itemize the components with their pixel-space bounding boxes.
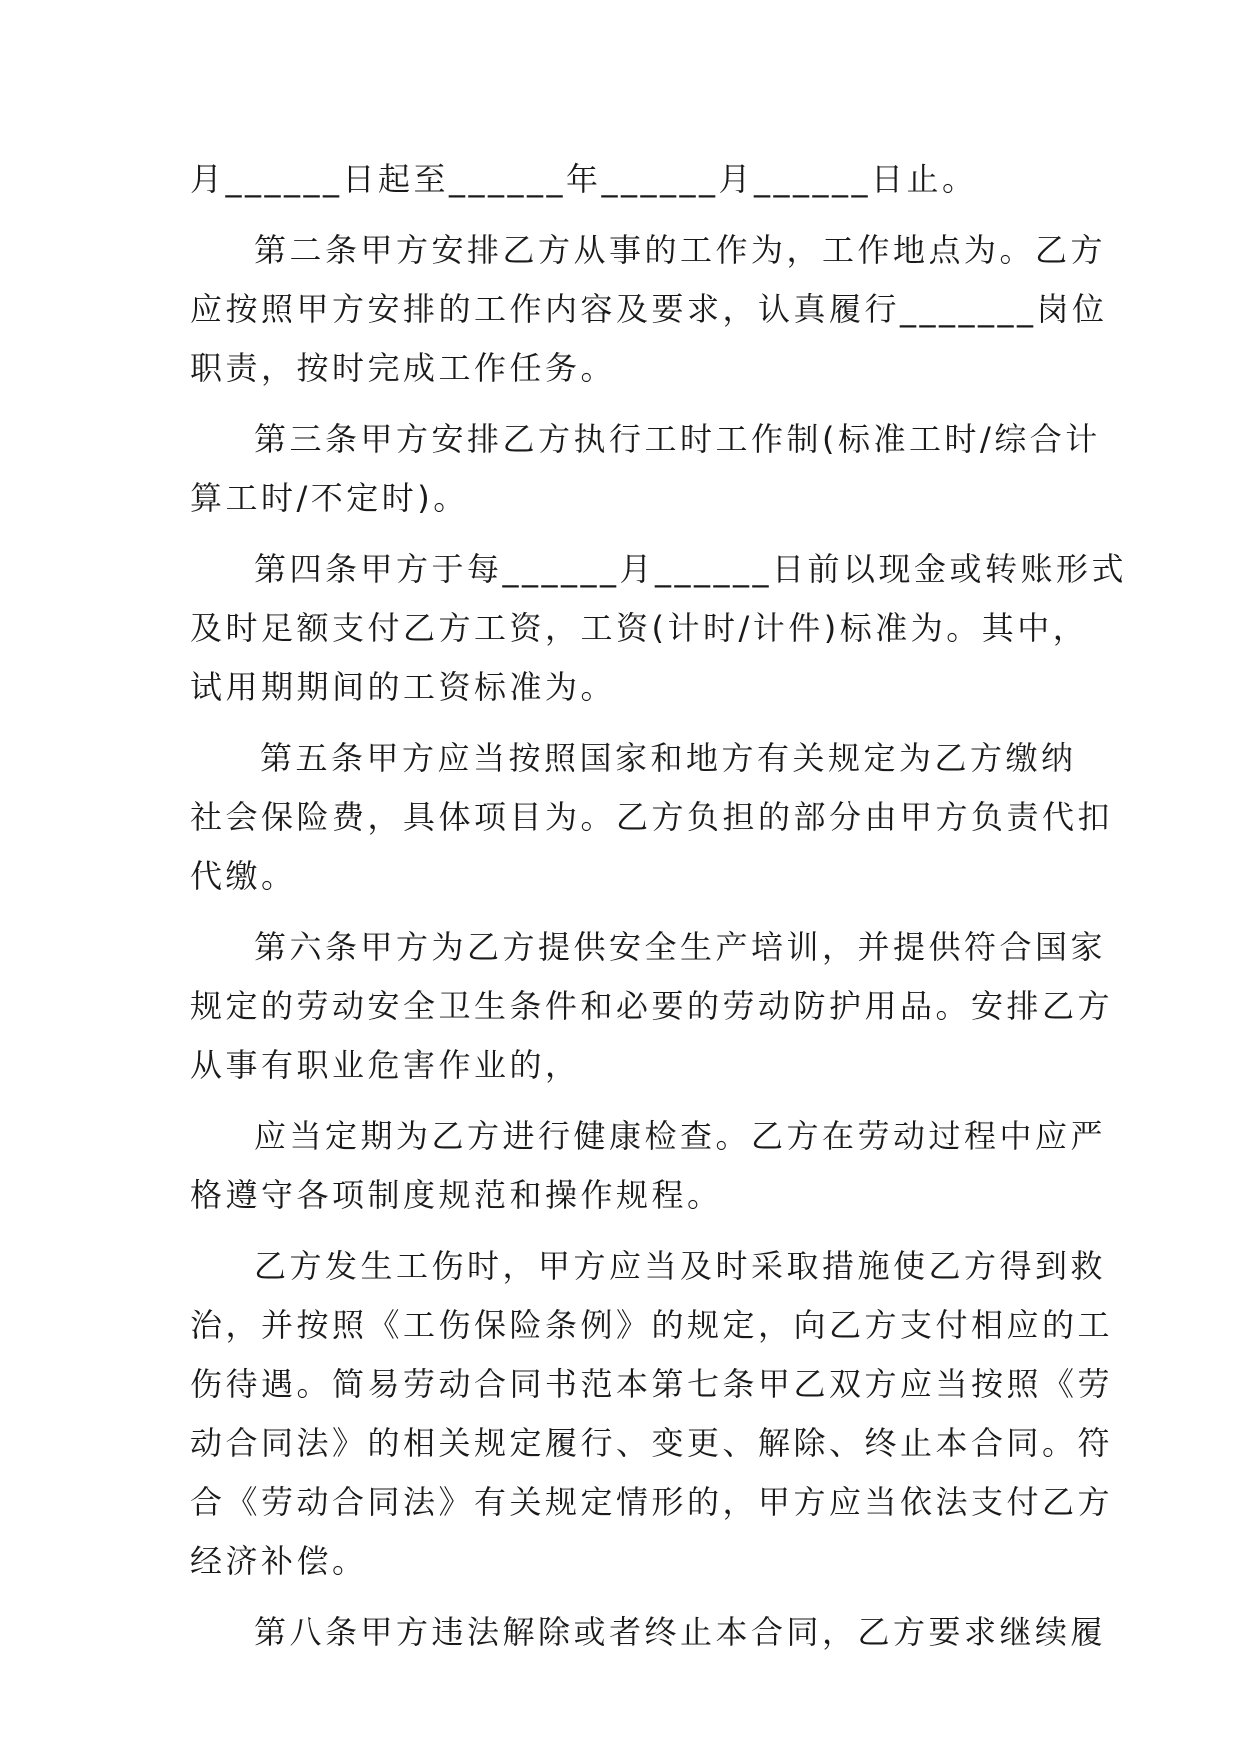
document-body — [190, 150, 1128, 1662]
text-line: 第四条甲方于每______月______日前以现金或转账形式 — [254, 550, 1128, 588]
text-line: 试用期期间的工资标准为。 — [190, 668, 617, 706]
text-line: 职责，按时完成工作任务。 — [190, 349, 617, 387]
text-line: 经济补偿。 — [190, 1542, 368, 1580]
text-line: 及时足额支付乙方工资，工资(计时/计件)标准为。其中， — [190, 609, 1089, 647]
text-line: 第三条甲方安排乙方执行工时工作制(标准工时/综合计 — [254, 420, 1101, 458]
text-line: 应按照甲方安排的工作内容及要求，认真履行_______岗位 — [190, 290, 1108, 328]
text-line: 动合同法》的相关规定履行、变更、解除、终止本合同。符 — [190, 1424, 1114, 1462]
text-line: 规定的劳动安全卫生条件和必要的劳动防护用品。安排乙方 — [190, 987, 1114, 1025]
text-line: 乙方发生工伤时，甲方应当及时采取措施使乙方得到救 — [254, 1247, 1107, 1285]
text-line: 月______日起至______年______月______日止。 — [190, 160, 978, 198]
text-line: 社会保险费，具体项目为。乙方负担的部分由甲方负责代扣 — [190, 798, 1114, 836]
text-line: 第五条甲方应当按照国家和地方有关规定为乙方缴纳 — [260, 739, 1077, 777]
text-line: 伤待遇。简易劳动合同书范本第七条甲乙双方应当按照《劳 — [190, 1365, 1114, 1403]
text-line: 算工时/不定时)。 — [190, 479, 469, 517]
text-line: 格遵守各项制度规范和操作规程。 — [190, 1176, 723, 1214]
text-line: 代缴。 — [190, 857, 297, 895]
text-line: 从事有职业危害作业的， — [190, 1046, 581, 1084]
text-line: 第二条甲方安排乙方从事的工作为，工作地点为。乙方 — [254, 231, 1107, 269]
text-line: 治，并按照《工伤保险条例》的规定，向乙方支付相应的工 — [190, 1306, 1114, 1344]
text-line: 合《劳动合同法》有关规定情形的，甲方应当依法支付乙方 — [190, 1483, 1114, 1521]
text-line: 第六条甲方为乙方提供安全生产培训，并提供符合国家 — [254, 928, 1107, 966]
text-line: 应当定期为乙方进行健康检查。乙方在劳动过程中应严 — [254, 1117, 1107, 1155]
text-line: 第八条甲方违法解除或者终止本合同，乙方要求继续履 — [254, 1613, 1107, 1651]
